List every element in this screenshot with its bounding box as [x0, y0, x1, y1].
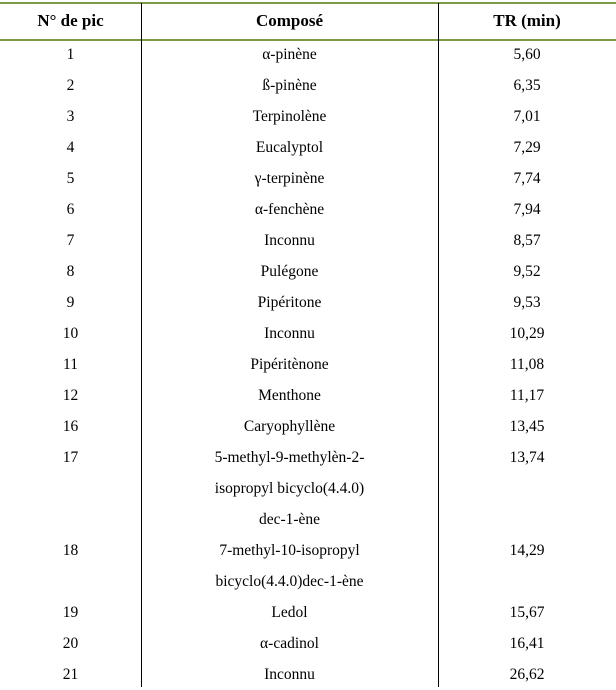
- column-divider: [141, 3, 142, 687]
- cell-compose: [141, 349, 438, 380]
- cell-pic: 17: [62, 449, 79, 466]
- cell-tr: 8,57: [513, 232, 541, 249]
- cell-pic: 4: [66, 139, 75, 156]
- compose-line: 7-methyl-10-isopropyl: [219, 542, 360, 559]
- table-row: [0, 39, 616, 70]
- cell-tr: 10,29: [509, 325, 545, 342]
- cell-compose: [141, 194, 438, 225]
- table-row: [0, 194, 616, 225]
- table-row: [0, 163, 616, 194]
- column-divider: [438, 3, 439, 687]
- cell-tr: 16,41: [509, 635, 545, 652]
- table-body: [0, 39, 616, 690]
- cell-pic: 20: [62, 635, 79, 652]
- cell-pic: 16: [62, 418, 79, 435]
- cell-pic: 8: [66, 263, 75, 280]
- compose-line: Inconnu: [264, 666, 315, 683]
- cell-pic: 19: [62, 604, 79, 621]
- cell-compose: [141, 163, 438, 194]
- cell-pic: 2: [66, 77, 75, 94]
- cell-compose: [141, 380, 438, 411]
- header-pic: N° de pic: [37, 11, 104, 30]
- cell-tr: 13,45: [509, 418, 545, 435]
- cell-compose: [141, 39, 438, 70]
- cell-pic: 3: [66, 108, 75, 125]
- table-row: [0, 101, 616, 132]
- cell-tr: 7,01: [513, 108, 541, 125]
- cell-compose: [141, 659, 438, 690]
- table-row: [0, 380, 616, 411]
- compounds-table: [0, 3, 616, 690]
- cell-tr: 7,29: [513, 139, 541, 156]
- cell-compose: [141, 70, 438, 101]
- cell-tr: 7,94: [513, 201, 541, 218]
- cell-compose: [141, 628, 438, 659]
- compose-line: Inconnu: [264, 232, 315, 249]
- table-row: [0, 628, 616, 659]
- cell-tr: 15,67: [509, 604, 545, 621]
- cell-pic: 6: [66, 201, 75, 218]
- cell-compose: [141, 442, 438, 535]
- cell-pic: 21: [62, 666, 79, 683]
- compose-line: α-pinène: [262, 46, 317, 63]
- cell-pic: 11: [63, 356, 78, 373]
- table-row: [0, 349, 616, 380]
- table-row: [0, 411, 616, 442]
- table-row: [0, 535, 616, 597]
- compose-line: bicyclo(4.4.0)dec-1-ène: [215, 573, 364, 590]
- table-row: [0, 318, 616, 349]
- cell-compose: [141, 132, 438, 163]
- cell-compose: [141, 256, 438, 287]
- cell-pic: 9: [66, 294, 75, 311]
- compose-line: isopropyl bicyclo(4.4.0): [214, 480, 365, 497]
- cell-pic: 12: [62, 387, 79, 404]
- compose-line: γ-terpinène: [254, 170, 325, 187]
- cell-compose: [141, 411, 438, 442]
- cell-tr: 9,52: [513, 263, 541, 280]
- cell-pic: 5: [66, 170, 75, 187]
- cell-tr: 11,17: [509, 387, 545, 404]
- cell-pic: 7: [66, 232, 75, 249]
- table-row: [0, 70, 616, 101]
- compose-line: dec-1-ène: [258, 511, 321, 528]
- header-rule: [0, 39, 616, 41]
- compose-line: Pipéritone: [257, 294, 322, 311]
- header-compose: Composé: [255, 11, 324, 30]
- header-row: [0, 3, 616, 39]
- header-tr: TR (min): [493, 11, 561, 30]
- cell-compose: [141, 597, 438, 628]
- table-row: [0, 442, 616, 535]
- cell-tr: 7,74: [513, 170, 541, 187]
- cell-compose: [141, 101, 438, 132]
- compose-line: Pulégone: [260, 263, 319, 280]
- compose-line: Ledol: [271, 604, 308, 621]
- compose-line: Caryophyllène: [243, 418, 336, 435]
- compose-line: Menthone: [258, 387, 321, 404]
- compose-line: ß-pinène: [262, 77, 317, 94]
- cell-tr: 11,08: [509, 356, 545, 373]
- cell-tr: 6,35: [513, 77, 541, 94]
- compose-line: α-cadinol: [260, 635, 319, 652]
- table-row: [0, 659, 616, 690]
- compose-line: Terpinolène: [252, 108, 327, 125]
- cell-tr: 26,62: [509, 666, 545, 683]
- table-row: [0, 287, 616, 318]
- cell-tr: 9,53: [513, 294, 541, 311]
- compose-line: α-fenchène: [254, 201, 325, 218]
- cell-pic: 10: [62, 325, 79, 342]
- cell-tr: 14,29: [509, 542, 545, 559]
- cell-tr: 13,74: [509, 449, 545, 466]
- compose-line: Pipéritènone: [250, 356, 329, 373]
- cell-compose: [141, 225, 438, 256]
- cell-tr: 5,60: [513, 46, 541, 63]
- cell-compose: [141, 535, 438, 597]
- cell-pic: 1: [66, 46, 75, 63]
- compose-line: Eucalyptol: [255, 139, 324, 156]
- cell-compose: [141, 287, 438, 318]
- table-row: [0, 597, 616, 628]
- cell-compose: [141, 318, 438, 349]
- table-row: [0, 132, 616, 163]
- compose-line: Inconnu: [264, 325, 315, 342]
- compose-line: 5-methyl-9-methylèn-2-: [214, 449, 365, 466]
- cell-pic: 18: [62, 542, 79, 559]
- table-row: [0, 256, 616, 287]
- table-row: [0, 225, 616, 256]
